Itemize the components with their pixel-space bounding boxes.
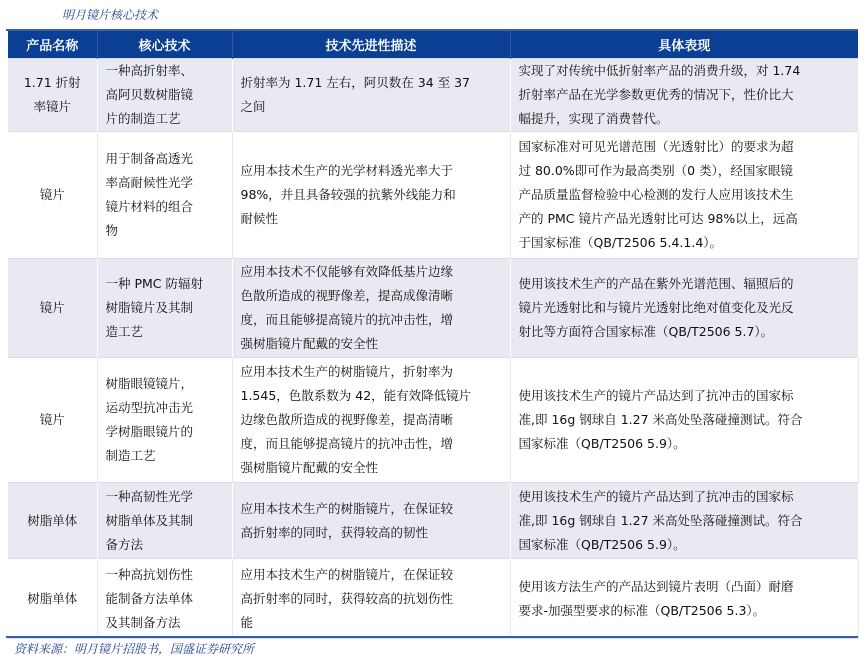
table-row xyxy=(8,483,858,559)
cell-desc: 应用本技术生产的树脂镜片，折射率为 1.545，色散系数为 42，能有效降低镜片 边缘色散所造成的视野像差，提高清晰 度，而且能够提高镜片的抗冲击性，增 强树脂镜片配戴的安全性 xyxy=(232,358,510,483)
cell-tech: 用于制备高透光 率高耐候性光学 镜片材料的组合 物 xyxy=(97,132,232,259)
bottom-divider xyxy=(6,636,858,638)
cell-tech: 一种 PMC 防辐射 树脂镜片及其制 造工艺 xyxy=(97,259,232,358)
table-row xyxy=(8,259,858,358)
cell-tech: 一种高折射率、 高阿贝数树脂镜 片的制造工艺 xyxy=(97,59,232,132)
cell-perf: 使用该方法生产的产品达到镜片表明（凸面）耐磨 要求-加强型要求的标准（QB/T2506 5.3）。 xyxy=(510,559,858,639)
cell-desc: 应用本技术生产的树脂镜片，在保证较 高折射率的同时，获得较高的韧性 xyxy=(232,483,510,559)
header-row xyxy=(8,31,858,59)
core-tech-table xyxy=(8,31,859,639)
table-row xyxy=(8,559,858,639)
cell-product: 镜片 xyxy=(8,132,97,259)
header-perf: 具体表现 xyxy=(510,31,858,59)
cell-perf: 使用该技术生产的镜片产品达到了抗冲击的国家标 准,即 16g 钢球自 1.27 米高处坠落碰撞测试。符合 国家标准（QB/T2506 5.9）。 xyxy=(510,358,858,483)
cell-product: 树脂单体 xyxy=(8,483,97,559)
cell-product: 镜片 xyxy=(8,259,97,358)
table-row xyxy=(8,59,858,132)
table-row xyxy=(8,132,858,259)
cell-tech: 一种高韧性光学 树脂单体及其制 备方法 xyxy=(97,483,232,559)
cell-perf: 实现了对传统中低折射率产品的消费升级，对 1.74 折射率产品在光学参数更优秀的情况下，性价比大 幅提升，实现了消费替代。 xyxy=(510,59,858,132)
cell-perf: 使用该技术生产的产品在紫外光谱范围、辐照后的 镜片光透射比和与镜片光透射比绝对值变化及光反 射比等方面符合国家标准（QB/T2506 5.7）。 xyxy=(510,259,858,358)
cell-desc: 应用本技术生产的光学材料透光率大于 98%，并且具备较强的抗紫外线能力和 耐候性 xyxy=(232,132,510,259)
source-note: 资料来源：明月镜片招股书，国盛证券研究所 xyxy=(14,642,255,656)
cell-desc: 应用本技术生产的树脂镜片，在保证较 高折射率的同时，获得较高的抗划伤性 能 xyxy=(232,559,510,639)
cell-desc: 应用本技术不仅能够有效降低基片边缘 色散所造成的视野像差，提高成像清晰 度，而且能够提高镜片的抗冲击性，增 强树脂镜片配戴的安全性 xyxy=(232,259,510,358)
cell-product: 1.71 折射 率镜片 xyxy=(8,59,97,132)
header-desc: 技术先进性描述 xyxy=(232,31,510,59)
cell-tech: 一种高抗划伤性 能制备方法单体 及其制备方法 xyxy=(97,559,232,639)
cell-perf: 国家标准对可见光谱范围（光透射比）的要求为超 过 80.0%即可作为最高类别（0 类），经国家眼镜 产品质量监督检验中心检测的发行人应用该技术生 产的 PMC 镜片产品光透射比可达 98%以上，远高 于国家标准（QB/T2506 5.4.1.4）。 xyxy=(510,132,858,259)
cell-tech: 树脂眼镜镜片， 运动型抗冲击光 学树脂眼镜片的 制造工艺 xyxy=(97,358,232,483)
cell-desc: 折射率为 1.71 左右，阿贝数在 34 至 37 之间 xyxy=(232,59,510,132)
cell-product: 镜片 xyxy=(8,358,97,483)
table-row xyxy=(8,358,858,483)
cell-product: 树脂单体 xyxy=(8,559,97,639)
table-title: 明月镜片核心技术 xyxy=(62,8,159,22)
cell-perf: 使用该技术生产的镜片产品达到了抗冲击的国家标 准,即 16g 钢球自 1.27 米高处坠落碰撞测试。符合 国家标准（QB/T2506 5.9）。 xyxy=(510,483,858,559)
header-tech: 核心技术 xyxy=(97,31,232,59)
header-product: 产品名称 xyxy=(8,31,97,59)
